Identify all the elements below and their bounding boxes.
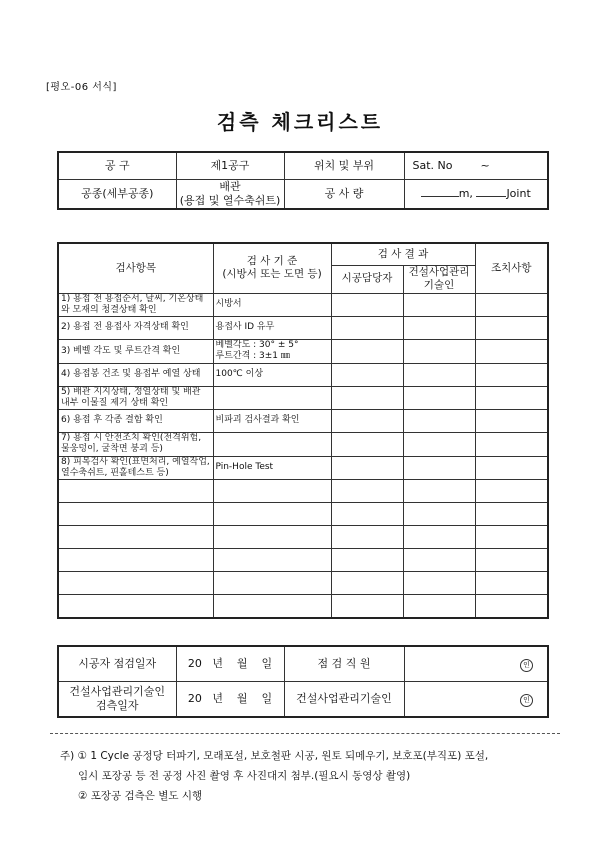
row-result-contractor-cell[interactable] (331, 526, 403, 549)
row-action-cell[interactable] (475, 503, 548, 526)
col-result-header: 검 사 결 과 (331, 243, 475, 265)
seal-icon: 인 (520, 694, 533, 707)
row-result-contractor-cell[interactable] (331, 340, 403, 364)
row-standard: 시방서 (213, 293, 331, 317)
row-item: 5) 배관 지지상태, 정열상태 및 배관 내부 이물질 제거 상태 확인 (58, 386, 213, 410)
row-result-engineer-cell[interactable] (403, 386, 475, 410)
row-action-cell[interactable] (475, 456, 548, 480)
work-type-value (176, 180, 284, 209)
row-item: 7) 용접 시 안전조치 확인(전격위험, 물웅덩이, 굴착면 붕괴 등) (58, 433, 213, 457)
table-row (58, 503, 548, 526)
row-result-engineer-cell[interactable] (403, 317, 475, 340)
row-standard (213, 572, 331, 595)
row-item: 8) 피복검사 확인(표면처리, 예열작업, 열수축쉬트, 핀홀테스트 등) (58, 456, 213, 480)
row-result-engineer-cell[interactable] (403, 410, 475, 433)
row-standard (213, 595, 331, 619)
quantity-value (404, 180, 548, 209)
row-item (58, 572, 213, 595)
row-result-engineer-cell[interactable] (403, 595, 475, 619)
col-result-engineer-line2: 기술인 (423, 279, 455, 291)
checklist-rows (58, 293, 548, 618)
col-standard-header-line2: (시방서 또는 도면 등) (222, 268, 322, 281)
quantity-unit-m: m, (458, 186, 473, 200)
row-action-cell[interactable] (475, 549, 548, 572)
work-type-value-line2: (용접 및 열수축쉬트) (179, 193, 281, 207)
row-standard (213, 433, 331, 457)
row-item: 1) 용접 전 용접순서, 날씨, 기온상태와 모재의 청결상태 확인 (58, 293, 213, 317)
row-result-contractor-cell[interactable] (331, 480, 403, 503)
engineer-date-label-line1: 건설사업관리기술인 (69, 685, 166, 699)
engineer-label: 건설사업관리기술인 (284, 682, 404, 718)
table-row (58, 317, 548, 340)
col-result-contractor: 시공담당자 (331, 265, 403, 293)
col-standard-header-line1: 검 사 기 준 (246, 255, 298, 268)
row-item (58, 503, 213, 526)
quantity-blank-m[interactable] (421, 187, 459, 197)
row-standard: 베벨각도 : 30° ± 5° 루트간격 : 3±1 ㎜ (213, 340, 331, 364)
row-result-contractor-cell[interactable] (331, 503, 403, 526)
row-action-cell[interactable] (475, 363, 548, 386)
row-action-cell[interactable] (475, 526, 548, 549)
row-result-engineer-cell[interactable] (403, 340, 475, 364)
row-result-contractor-cell[interactable] (331, 293, 403, 317)
quantity-blank-joint[interactable] (476, 187, 506, 197)
row-result-engineer-cell[interactable] (403, 293, 475, 317)
tool-label: 공 구 (58, 152, 176, 180)
engineer-date-label-line2: 검측일자 (95, 699, 139, 712)
row-result-contractor-cell[interactable] (331, 572, 403, 595)
row-result-contractor-cell[interactable] (331, 410, 403, 433)
row-standard: 100℃ 이상 (213, 363, 331, 386)
row-standard: Pin-Hole Test (213, 456, 331, 480)
row-result-contractor-cell[interactable] (331, 317, 403, 340)
row-action-cell[interactable] (475, 340, 548, 364)
note-line-3: ② 포장공 검측은 별도 시행 (78, 790, 203, 802)
row-item: 6) 용접 후 각종 결함 확인 (58, 410, 213, 433)
row-action-cell[interactable] (475, 317, 548, 340)
location-value: Sat. No ~ (404, 152, 548, 180)
row-result-contractor-cell[interactable] (331, 595, 403, 619)
col-item-header: 검사항목 (58, 243, 213, 293)
work-type-value-line1: 배관 (219, 180, 241, 193)
row-result-contractor-cell[interactable] (331, 433, 403, 457)
row-item: 2) 용접 전 용접사 자격상태 확인 (58, 317, 213, 340)
table-row (58, 433, 548, 457)
contractor-date-field[interactable]: 20 년 월 일 (176, 646, 284, 682)
divider (50, 733, 560, 734)
engineer-date-field[interactable]: 20 년 월 일 (176, 682, 284, 718)
row-standard (213, 503, 331, 526)
row-result-engineer-cell[interactable] (403, 503, 475, 526)
table-row (58, 572, 548, 595)
signoff-table (57, 645, 549, 718)
seal-icon: 인 (520, 659, 533, 672)
work-type-label: 공종(세부공종) (58, 180, 176, 209)
row-result-contractor-cell[interactable] (331, 549, 403, 572)
row-action-cell[interactable] (475, 572, 548, 595)
row-action-cell[interactable] (475, 480, 548, 503)
row-action-cell[interactable] (475, 410, 548, 433)
row-action-cell[interactable] (475, 595, 548, 619)
location-label: 위치 및 부위 (284, 152, 404, 180)
quantity-label: 공 사 량 (284, 180, 404, 209)
row-action-cell[interactable] (475, 293, 548, 317)
table-row (58, 526, 548, 549)
row-result-engineer-cell[interactable] (403, 480, 475, 503)
table-row (58, 293, 548, 317)
table-row (58, 340, 548, 364)
page-title: 검측 체크리스트 (216, 110, 384, 134)
row-result-engineer-cell[interactable] (403, 572, 475, 595)
row-result-engineer-cell[interactable] (403, 549, 475, 572)
col-result-engineer (403, 265, 475, 293)
row-item: 4) 용접봉 건조 및 용접부 예열 상태 (58, 363, 213, 386)
row-standard (213, 386, 331, 410)
table-row (58, 595, 548, 619)
table-row (58, 456, 548, 480)
row-result-engineer-cell[interactable] (403, 456, 475, 480)
row-standard: 용접사 ID 유무 (213, 317, 331, 340)
notes (60, 746, 580, 806)
table-row (58, 480, 548, 503)
row-standard (213, 526, 331, 549)
row-item: 3) 베벨 각도 및 루트간격 확인 (58, 340, 213, 364)
note-line-1: 주) ① 1 Cycle 공정당 터파기, 모래포설, 보호철판 시공, 원토 되메우기, 보호포(부직포) 포설, (60, 750, 489, 762)
engineer-signature-field[interactable] (404, 682, 548, 718)
row-item (58, 595, 213, 619)
row-result-contractor-cell[interactable] (331, 456, 403, 480)
col-result-engineer-line1: 건설사업관리 (408, 265, 470, 278)
table-row (58, 410, 548, 433)
row-item (58, 549, 213, 572)
form-code: [평오-06 서식] (46, 82, 117, 93)
checklist-table (57, 242, 549, 619)
row-standard (213, 480, 331, 503)
row-standard (213, 549, 331, 572)
inspector-signature-field[interactable] (404, 646, 548, 682)
row-standard: 비파괴 검사결과 확인 (213, 410, 331, 433)
row-action-cell[interactable] (475, 433, 548, 457)
contractor-date-label: 시공자 점검일자 (58, 646, 176, 682)
note-line-2: 임시 포장공 등 전 공정 사진 촬영 후 사진대지 첨부.(필요시 동영상 촬영) (78, 770, 411, 782)
row-result-engineer-cell[interactable] (403, 526, 475, 549)
header-table (57, 151, 549, 210)
quantity-unit-joint: Joint (506, 186, 531, 200)
col-standard-header (213, 243, 331, 293)
row-item (58, 526, 213, 549)
table-row (58, 363, 548, 386)
row-item (58, 480, 213, 503)
col-action-header: 조치사항 (475, 243, 548, 293)
engineer-date-label (58, 682, 176, 718)
row-result-contractor-cell[interactable] (331, 386, 403, 410)
inspector-label: 점 검 직 원 (284, 646, 404, 682)
table-row (58, 386, 548, 410)
row-result-engineer-cell[interactable] (403, 363, 475, 386)
row-action-cell[interactable] (475, 386, 548, 410)
row-result-engineer-cell[interactable] (403, 433, 475, 457)
tool-value: 제1공구 (176, 152, 284, 180)
table-row (58, 549, 548, 572)
row-result-contractor-cell[interactable] (331, 363, 403, 386)
